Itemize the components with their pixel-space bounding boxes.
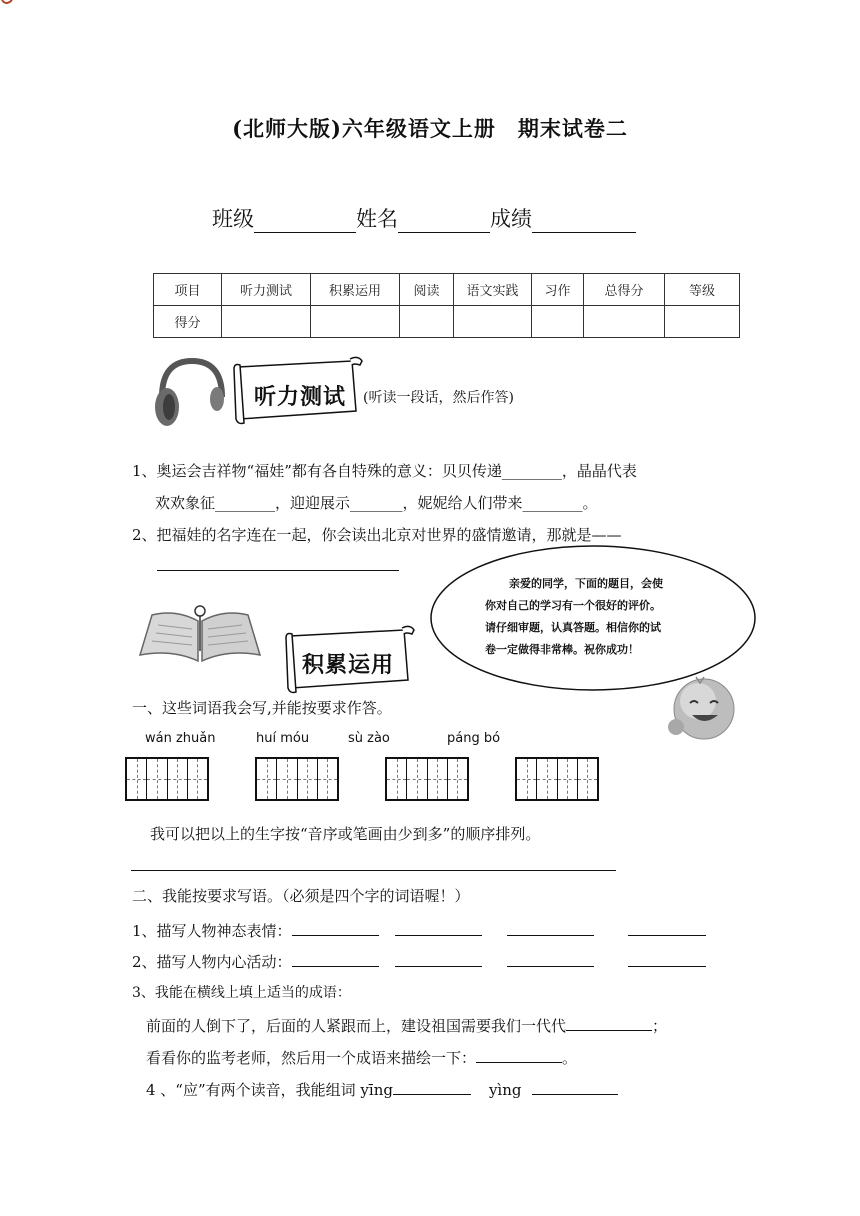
question-text: 看看你的监考老师，然后用一个成语来描绘一下： — [146, 1049, 477, 1067]
sort-instruction: 我可以把以上的生字按“音序或笔画由少到多”的顺序排列。 — [150, 825, 541, 843]
score-input-cell[interactable] — [454, 306, 532, 338]
answer-blank[interactable] — [292, 950, 379, 967]
section-banner-listening: 听力测试 — [254, 384, 347, 410]
score-input-cell[interactable] — [584, 306, 665, 338]
question-1-line-1: 1、奥运会吉祥物“福娃”都有各自特殊的意义：贝贝传递________，晶晶代表 — [132, 462, 637, 480]
encouragement-line: 你对自己的学习有一个很好的评价。 — [485, 599, 661, 612]
student-info-line — [212, 203, 636, 233]
score-table-header-row — [154, 274, 740, 306]
score-field[interactable] — [532, 208, 636, 233]
part-1-title: 一、这些词语我会写,并能按要求作答。 — [132, 699, 392, 717]
table-cell: 听力测试 — [222, 274, 311, 306]
score-input-cell[interactable] — [665, 306, 740, 338]
table-cell: 等级 — [665, 274, 740, 306]
section-banner-accumulation: 积累运用 — [302, 652, 395, 678]
answer-blank[interactable] — [393, 1078, 471, 1095]
question-label: 1、描写人物神态表情： — [132, 922, 292, 940]
table-cell: 项目 — [154, 274, 222, 306]
table-cell: 阅读 — [400, 274, 454, 306]
question-text: ； — [652, 1017, 668, 1035]
answer-blank[interactable] — [507, 919, 594, 936]
encouragement-line: 卷一定做得非常棒。祝你成功！ — [485, 643, 639, 656]
writing-grid[interactable] — [255, 757, 339, 801]
encouragement-text — [485, 573, 725, 661]
table-cell: 习作 — [532, 274, 584, 306]
answer-line[interactable] — [131, 870, 616, 871]
class-field[interactable] — [254, 208, 356, 233]
encouragement-line: 请仔细审题，认真答题。相信你的试 — [485, 621, 661, 634]
writing-grid[interactable] — [515, 757, 599, 801]
answer-blank[interactable] — [566, 1014, 652, 1031]
question-1-line-2: 欢欢象征________，迎迎展示_______，妮妮给人们带来________。 — [155, 494, 598, 512]
pinyin-label: sù zào — [348, 731, 390, 746]
corner-mark-icon — [0, 0, 14, 8]
question-4 — [146, 1078, 618, 1100]
answer-blank[interactable] — [628, 919, 706, 936]
pinyin-label: wán zhuǎn — [145, 731, 216, 746]
answer-blank[interactable] — [292, 919, 379, 936]
score-input-cell[interactable] — [532, 306, 584, 338]
question-3-title: 3、我能在横线上填上适当的成语： — [132, 985, 351, 1001]
table-cell: 得分 — [154, 306, 222, 338]
part-2-title: 二、我能按要求写语。（必须是四个字的词语喔！） — [132, 887, 470, 905]
page-title: (北师大版)六年级语文上册 期末试卷二 — [232, 116, 628, 141]
question-2-1 — [132, 919, 706, 941]
smiley-face-icon — [664, 675, 740, 745]
question-text: 前面的人倒下了，后面的人紧跟而上，建设祖国需要我们一代代 — [146, 1017, 567, 1035]
question-2-2 — [132, 950, 706, 972]
writing-grid[interactable] — [125, 757, 209, 801]
answer-blank[interactable] — [628, 950, 706, 967]
question-text: 。 — [562, 1049, 578, 1067]
question-2: 2、把福娃的名字连在一起，你会读出北京对世界的盛情邀请，那就是—— — [132, 526, 622, 544]
answer-blank[interactable] — [476, 1046, 562, 1063]
table-cell: 积累运用 — [311, 274, 400, 306]
question-3-line-1 — [146, 1014, 667, 1036]
name-label: 姓名 — [356, 207, 398, 231]
pinyin-label: páng bó — [447, 731, 501, 746]
pinyin-label: yìng — [488, 1081, 522, 1099]
score-label: 成绩 — [490, 207, 532, 231]
question-text: 4 、“应”有两个读音，我能组词 yīng — [146, 1081, 393, 1099]
question-3-line-2 — [146, 1046, 577, 1068]
table-cell: 总得分 — [584, 274, 665, 306]
headphones-icon — [150, 355, 230, 430]
table-cell: 语文实践 — [454, 274, 532, 306]
pinyin-label: huí móu — [256, 731, 310, 746]
score-input-cell[interactable] — [222, 306, 311, 338]
score-input-cell[interactable] — [400, 306, 454, 338]
answer-blank[interactable] — [395, 950, 482, 967]
answer-line[interactable] — [157, 570, 399, 571]
score-input-cell[interactable] — [311, 306, 400, 338]
score-table — [153, 273, 740, 338]
question-label: 2、描写人物内心活动： — [132, 953, 292, 971]
answer-blank[interactable] — [507, 950, 594, 967]
class-label: 班级 — [212, 207, 254, 231]
open-book-icon — [136, 603, 266, 665]
answer-blank[interactable] — [532, 1078, 618, 1095]
writing-grid[interactable] — [385, 757, 469, 801]
encouragement-line: 亲爱的同学，下面的题目，会使 — [509, 577, 663, 590]
score-table-score-row — [154, 306, 740, 338]
answer-blank[interactable] — [395, 919, 482, 936]
listening-instruction: (听读一段话，然后作答) — [363, 390, 514, 406]
name-field[interactable] — [398, 208, 490, 233]
